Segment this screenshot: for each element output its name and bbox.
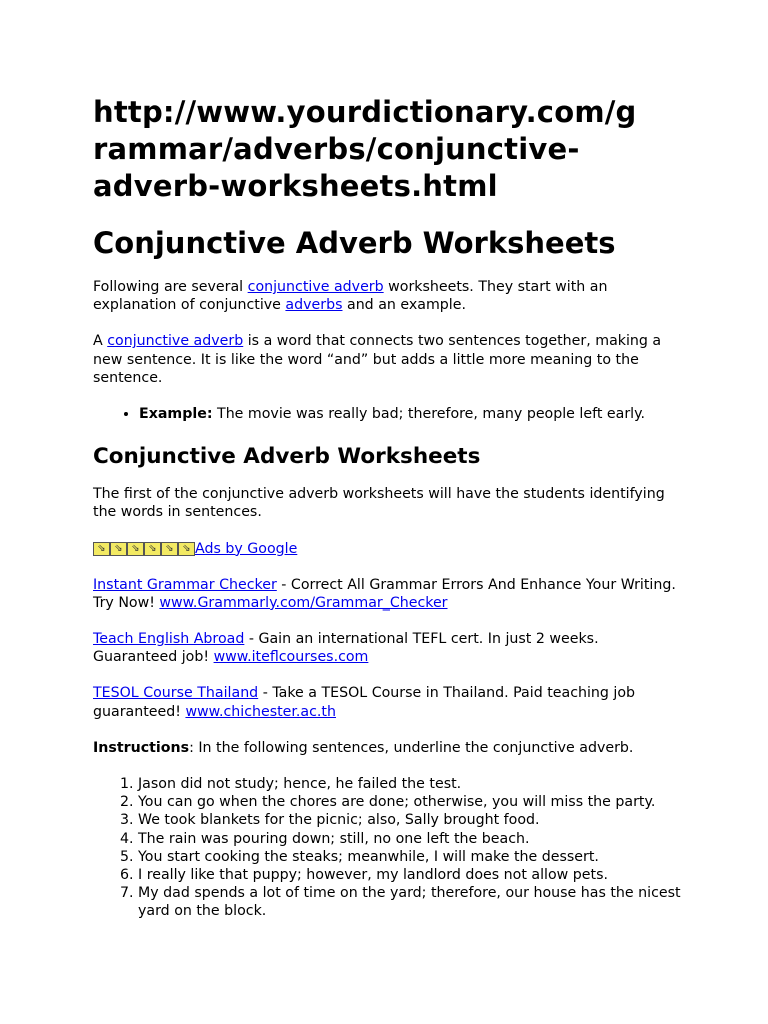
intro-text-1: Following are several [93,279,248,295]
worksheets-subheading: Conjunctive Adverb Worksheets [93,444,481,470]
definition-text-2: is a word that connects two sentences together, making a new sentence. It is like the word “and” but adds a little more meaning to the sentence. [93,333,662,386]
ads-by-google-link[interactable]: Ads by Google [195,540,298,557]
ad-text: - Take a TESOL Course in Thailand. Paid teaching job guaranteed! [93,685,636,720]
ad-icon[interactable]: ⇘ [161,542,178,556]
ad-entry-tesol-course [93,684,683,720]
ads-by-google [93,540,683,558]
url-heading-line-3: adverb-worksheets.html [93,169,498,203]
intro-text-3: and an example. [342,297,466,314]
list-item: 2. You can go when the chores are done; otherwise, you will miss the party. [138,793,683,811]
sentence-list [93,775,683,921]
ad-entry-teach-english [93,630,683,666]
ad-title-link[interactable]: TESOL Course Thailand [93,685,259,702]
ad-text: - Correct All Grammar Errors And Enhance Your Writing. Try Now! [93,576,676,611]
ad-url-link[interactable]: www.iteflcourses.com [213,649,369,666]
list-item: 1. Jason did not study; hence, he failed the test. [138,775,683,793]
ad-title-link[interactable]: Teach English Abroad [93,631,245,648]
ad-icon[interactable]: ⇘ [127,542,144,556]
url-heading-line-1: http://www.yourdictionary.com/g [93,95,637,129]
worksheet-intro-paragraph: The first of the conjunctive adverb worksheets will have the students identifying the words in sentences. [93,486,665,521]
url-heading [93,94,683,205]
ad-icons [93,542,195,556]
definition-paragraph [93,332,683,387]
example-text: The movie was really bad; therefore, many people left early. [212,406,645,423]
list-item: 5. You start cooking the steaks; meanwhile, I will make the dessert. [138,848,683,866]
example-item [139,405,683,423]
example-list [93,405,683,423]
instructions-label: Instructions [93,739,190,756]
document-page [93,94,683,921]
ad-url-link[interactable]: www.chichester.ac.th [185,703,336,720]
ad-icon[interactable]: ⇘ [110,542,127,556]
list-item: 4. The rain was pouring down; still, no one left the beach. [138,830,683,848]
list-item: 3. We took blankets for the picnic; also, Sally brought food. [138,811,683,829]
ad-icon[interactable]: ⇘ [178,542,195,556]
ad-icon[interactable]: ⇘ [93,542,110,556]
instructions-paragraph [93,739,683,757]
ad-entry-grammar-checker [93,576,683,612]
definition-text-1: A [93,333,108,350]
example-label: Example: [139,406,213,423]
ad-text: - Gain an international TEFL cert. In just 2 weeks. Guaranteed job! [93,631,599,666]
conjunctive-adverb-link[interactable]: conjunctive adverb [247,279,384,295]
url-heading-line-2: rammar/adverbs/conjunctive- [93,132,580,166]
instructions-text: : In the following sentences, underline the conjunctive adverb. [189,739,634,756]
intro-paragraph [93,278,683,314]
adverbs-link[interactable]: adverbs [285,297,343,314]
intro-text-2: worksheets. They start with an explanation of conjunctive [93,279,608,314]
list-item: 7. My dad spends a lot of time on the yard; therefore, our house has the nicest yard on the block. [138,884,683,920]
list-item: 6. I really like that puppy; however, my landlord does not allow pets. [138,866,683,884]
definition-conjunctive-adverb-link[interactable]: conjunctive adverb [107,333,244,350]
ad-title-link[interactable]: Instant Grammar Checker [93,576,277,593]
ad-icon[interactable]: ⇘ [144,542,161,556]
page-title: Conjunctive Adverb Worksheets [93,226,616,260]
ad-url-link[interactable]: www.Grammarly.com/Grammar_Checker [159,594,448,611]
